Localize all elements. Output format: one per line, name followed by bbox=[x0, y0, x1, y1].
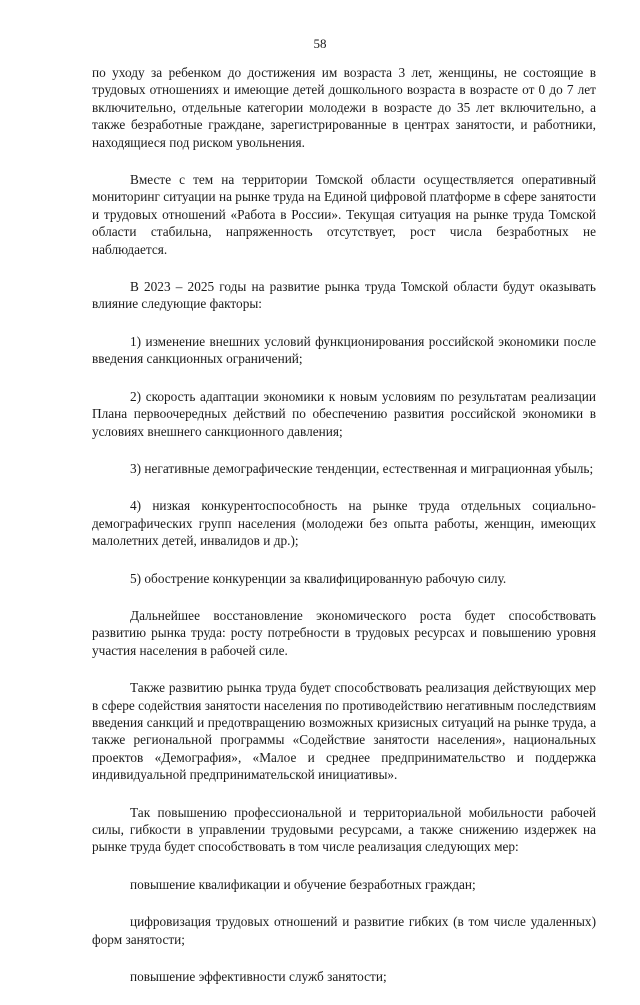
paragraph-monitoring: Вместе с тем на территории Томской области осуществляется оперативный мониторинг ситуации на рынке труда на Единой цифровой платформе в сфере занятости и трудовых отношений «Работа в России». Текущая ситуация на рынке труда Томской области стабильна, напряженность отсутствует, рост числа безработных не наблюдается. bbox=[92, 172, 596, 257]
measure-item-1: повышение квалификации и обучение безработных граждан; bbox=[130, 876, 476, 892]
factor-item-3: 3) негативные демографические тенденции, естественная и миграционная убыль; bbox=[130, 460, 594, 476]
factor-item-5: 5) обострение конкуренции за квалифицированную рабочую силу. bbox=[130, 570, 507, 586]
factor-item-4: 4) низкая конкурентоспособность на рынке труда отдельных социально-демографических групп населения (молодежи без опыта работы, женщин, имеющих малолетних детей, инвалидов и др.); bbox=[92, 498, 596, 549]
paragraph-programs: Также развитию рынка труда будет способствовать реализация действующих мер в сфере содействия занятости населения по противодействию негативным последствиям введения санкций и предотвращению возможных кризисных ситуаций на рынке труда, а также региональной программы «Содействие занятости населения», национальных проектов «Демография», «Малое и среднее предпринимательство и поддержка индивидуальной предпринимательской инициативы». bbox=[92, 680, 596, 783]
paragraph-measures-intro: Так повышению профессиональной и территориальной мобильности рабочей силы, гибкости в управлении трудовыми ресурсами, а также снижению издержек на рынке труда будет способствовать в том числе реализация следующих мер: bbox=[92, 804, 596, 855]
paragraph-continuation: по уходу за ребенком до достижения им возраста 3 лет, женщины, не состоящие в трудовых отношениях и имеющие детей дошкольного возраста в возрасте от 0 до 7 лет включительно, отдельные категории молодежи в возрасте до 35 лет включительно, а также безработные граждане, зарегистрированные в центрах занятости, и работники, находящиеся под риском увольнения. bbox=[92, 65, 596, 150]
measure-item-2: цифровизация трудовых отношений и развитие гибких (в том числе удаленных) форм занятости; bbox=[92, 914, 596, 947]
document-body bbox=[92, 64, 596, 1005]
paragraph-factors-intro: В 2023 – 2025 годы на развитие рынка труда Томской области будут оказывать влияние следующие факторы: bbox=[92, 279, 596, 312]
paragraph-economic-growth: Дальнейшее восстановление экономического роста будет способствовать развитию рынка труда: росту потребности в трудовых ресурсах и повышению уровня участия населения в рабочей силе. bbox=[92, 607, 596, 658]
measure-item-3: повышение эффективности служб занятости; bbox=[130, 969, 387, 985]
factor-item-1: 1) изменение внешних условий функционирования российской экономики после введения санкционных ограничений; bbox=[92, 333, 596, 367]
page-number: 58 bbox=[313, 36, 327, 51]
factor-item-2: 2) скорость адаптации экономики к новым условиям по результатам реализации Плана первоочередных действий по обеспечению развития российской экономики в условиях внешнего санкционного давления; bbox=[92, 388, 596, 439]
